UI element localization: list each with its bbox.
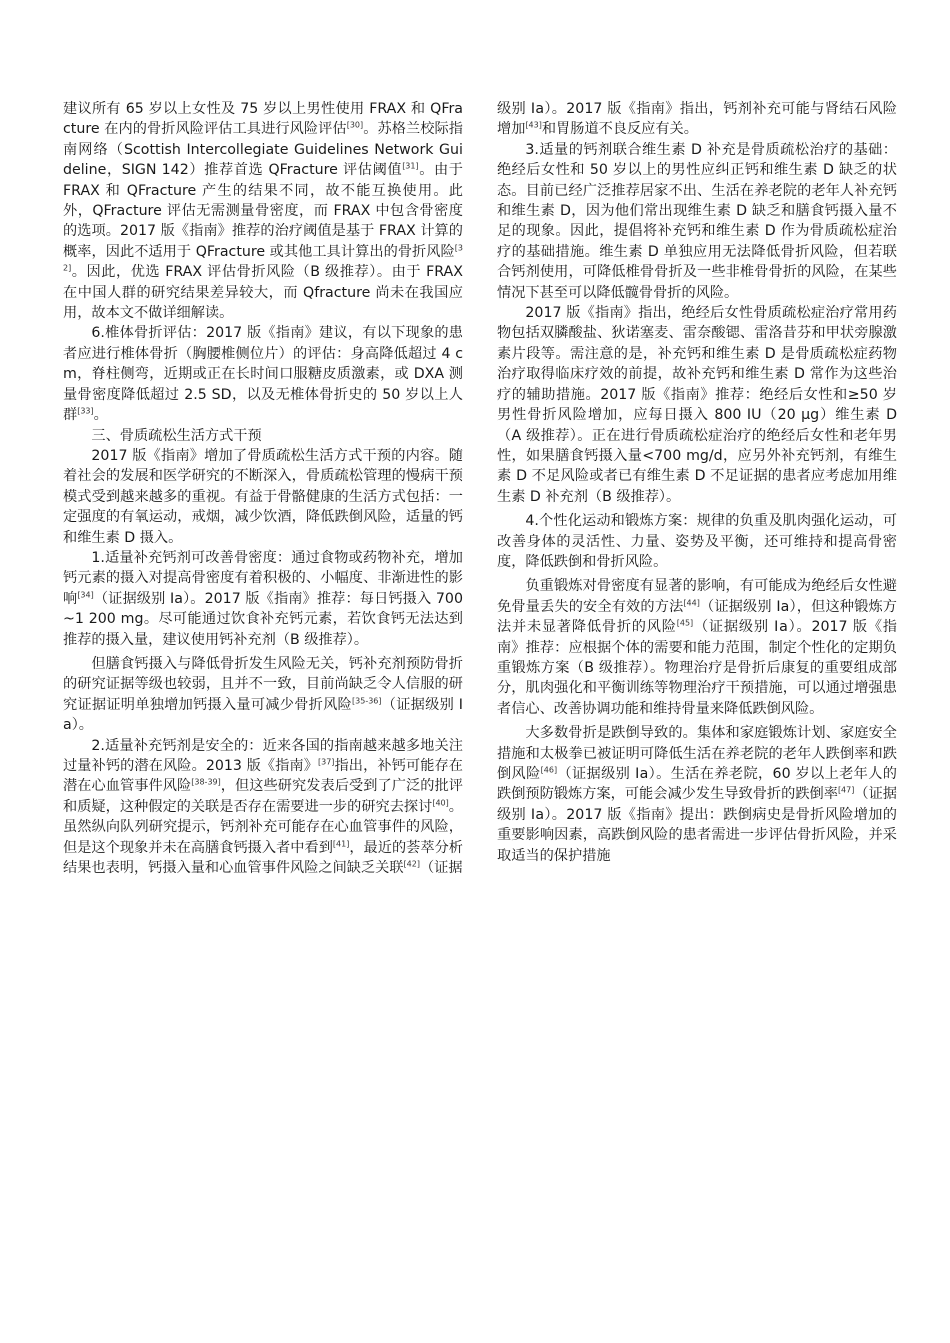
section-heading-lifestyle: 三、骨质疏松生活方式干预 — [91, 427, 262, 444]
text: ，最近的荟萃分析结果也表明，钙摄入量和心血管事件风险之间缺乏关联 — [63, 839, 463, 877]
text: 。因此，优选 FRAX 评估骨折风险（B 级推荐）。由于 FRAX 在中国人群的研究结果差异较大，而 Qfracture 尚未在我国应用，故本文不做详细解读。 — [63, 264, 463, 322]
text: 。虽然纵向队列研究提示，钙剂补充可能存在心血管事件的风险，但是这个现象并未在高膳食钙摄入者中看到 — [63, 798, 463, 856]
citation: [35-36] — [352, 696, 382, 706]
citation: [30] — [346, 120, 364, 130]
text: 2.适量补充钙剂是安全的：近来各国的指南越来越多地关注过量补钙的潜在风险。2013 版《指南》 — [63, 737, 463, 774]
text: 负重锻炼对骨密度有显著的影响，有可能成为绝经后女性避免骨量丢失的安全有效的方法 — [497, 578, 897, 615]
left-column — [63, 99, 463, 878]
paragraph-exercise-plan: 4.个性化运动和锻炼方案：规律的负重及肌肉强化运动，可改善身体的灵活性、力量、姿势及平衡，还可维持和提高骨密度，降低跌倒和骨折风险。 — [497, 513, 897, 570]
text: ，但这些研究发表后受到了广泛的批评和质疑，这种假定的关联是否存在需要进一步的研究去探讨 — [63, 778, 463, 815]
text: （证据级别 Ⅰa）。2017 版《指南》推荐：应根据个体的需要和能力范围，制定个性化的定期负重锻炼方案（B 级推荐）。物理治疗是骨折后康复的重要组成部分，肌肉强化和平衡训练等物理治疗干预措施，可以通过增强患者信心、改善协调功能和维持骨量来降低跌倒风险。 — [497, 619, 897, 717]
paragraph-kidney-stones — [497, 99, 897, 140]
text: 6.椎体骨折评估：2017 版《指南》建议，有以下现象的患者应进行椎体骨折（胸腰椎侧位片）的评估：身高降低超过 4 cm，脊柱侧弯，近期或正在长时间口服糖皮质激素，或 DXA 测量骨密度降低超过 2.5 SD，以及无椎体骨折史的 50 岁以上人群 — [63, 325, 463, 424]
text: 建议所有 65 岁以上女性及 75 岁以上男性使用 FRAX 和 QFracture 在内的骨折风险评估工具进行风险评估 — [63, 101, 463, 138]
citation: [37] — [318, 757, 335, 767]
text: 和胃肠道不良反应有关。 — [541, 121, 698, 138]
citation: [41] — [332, 838, 350, 848]
citation: [42] — [403, 859, 420, 869]
paragraph-calcium-vitamin-d: 3.适量的钙剂联合维生素 D 补充是骨质疏松治疗的基础：绝经后女性和 50 岁以上的男性应纠正钙和维生素 D 缺乏的状态。目前已经广泛推荐居家不出、生活在养老院的老年人补充钙和维生素 D，因为他们常出现维生素 D 缺乏和膳食钙摄入量不足的现象。因此，提倡将补充钙和维生素 D 作为骨质疏松症治疗的基础措施。维生素 D 单独应用无法降低骨折风险，但若联合钙剂使用，可降低椎骨骨折及一些非椎骨骨折的风险，在某些情况下甚至可以降低髋骨骨折的风险。 — [497, 141, 897, 301]
paragraph-treatment-drugs: 2017 版《指南》指出，绝经后女性骨质疏松症治疗常用药物包括双膦酸盐、狄诺塞麦、雷奈酸锶、雷洛昔芬和甲状旁腺激素片段等。需注意的是，补充钙和维生素 D 是骨质疏松症药物治疗取得临床疗效的前提，故补充钙和维生素 D 常作为这些治疗的辅助措施。2017 版《指南》推荐：绝经后女性和≥50 岁男性骨折风险增加，应每日摄入 800 IU（20 μg）维生素 D（A 级推荐）。正在进行骨质疏松症治疗的绝经后女性和老年男性，如果膳食钙摄入量<700 mg/d，应另外补充钙剂，有维生素 D 不足风险或者已有维生素 D 不足证据的患者应考虑加用维生素 D 补充剂（B 级推荐）。 — [497, 305, 897, 505]
text: （证据级别 Ⅰa）。2017 版《指南》推荐：每日钙摄入 700~1 200 mg。尽可能通过饮食补充钙元素，若饮食钙无法达到推荐的摄入量，建议使用钙补充剂（B 级推荐）。 — [63, 590, 463, 648]
paragraph-falls — [497, 723, 897, 866]
citation: [46] — [540, 765, 558, 775]
text: 大多数骨折是跌倒导致的。集体和家庭锻炼计划、家庭安全措施和太极拳已被证明可降低生活在养老院的老年人跌倒率和跌倒风险 — [497, 725, 897, 782]
citation: [45] — [676, 618, 694, 628]
paragraph-calcium-bmd — [63, 548, 463, 650]
citation: [34] — [77, 590, 94, 600]
citation: [33] — [77, 406, 94, 416]
text: （证据级别 Ⅰa）。2017 版《指南》提出：跌倒病史是骨折风险增加的重要影响因素，高跌倒风险的患者需进一步评估骨折风险，并采取适当的保护措施 — [497, 786, 897, 864]
citation: [43] — [525, 120, 542, 130]
right-column — [497, 99, 897, 866]
text: （证据级别 Ⅰa）。生活在养老院，60 岁以上老年人的跌倒预防锻炼方案，可能会减少发生导致骨折的跌倒率 — [497, 766, 897, 803]
citation: [44] — [683, 598, 700, 608]
citation: [47] — [837, 785, 855, 795]
text: 1.适量补充钙剂可改善骨密度：通过食物或药物补充，增加钙元素的摄入对提高骨密度有着积极的、小幅度、非渐进性的影响 — [63, 549, 463, 607]
text: 但膳食钙摄入与降低骨折发生风险无关，钙补充剂预防骨折的研究证据等级也较弱，且并不一致，目前尚缺乏令人信服的研究证据证明单独增加钙摄入量可减少骨折风险 — [63, 655, 463, 713]
text: （证据级别 Ⅰa）。 — [63, 696, 463, 734]
text: 指出，补钙可能存在潜在心血管事件风险 — [63, 758, 463, 795]
paragraph-lifestyle-intro: 2017 版《指南》增加了骨质疏松生活方式干预的内容。随着社会的发展和医学研究的不断深入，骨质疏松管理的慢病干预模式受到越来越多的重视。有益于骨骼健康的生活方式包括：一定强度的有氧运动，戒烟，减少饮酒，降低跌倒风险，适量的钙和维生素 D 摄入。 — [63, 447, 463, 546]
citation: [31] — [402, 161, 419, 171]
text: （证据 — [419, 860, 463, 877]
text: 。苏格兰校际指南网络（Scottish Intercollegiate Guidelines Network Guideline，SIGN 142）推荐首选 QFracture 评估阈值 — [63, 121, 463, 179]
citation: [32] — [63, 243, 463, 273]
paragraph-weight-bearing — [497, 576, 897, 719]
paragraph-dietary-calcium — [63, 654, 463, 736]
text: （证据级别 Ⅰa），但这种锻炼方法并未显著降低骨折的风险 — [497, 598, 897, 636]
paragraph-calcium-safety — [63, 736, 463, 879]
text: 级别 Ⅰa）。2017 版《指南》指出，钙剂补充可能与肾结石风险增加 — [497, 101, 897, 138]
citation: [38-39] — [191, 777, 221, 787]
text: 。 — [93, 407, 108, 424]
paragraph-frax-qfracture — [63, 99, 463, 323]
paragraph-vertebral-fracture — [63, 323, 463, 425]
text: 。由于 FRAX 和 QFracture 产生的结果不同，故不能互换使用。此外，QFracture 评估无需测量骨密度，而 FRAX 中包含骨密度的选项。2017 版《指南》推荐的治疗阈值是基于 FRAX 计算的概率，因此不适用于 QFracture 或其他工具计算出的骨折风险 — [63, 162, 463, 260]
citation: [40] — [432, 798, 449, 808]
